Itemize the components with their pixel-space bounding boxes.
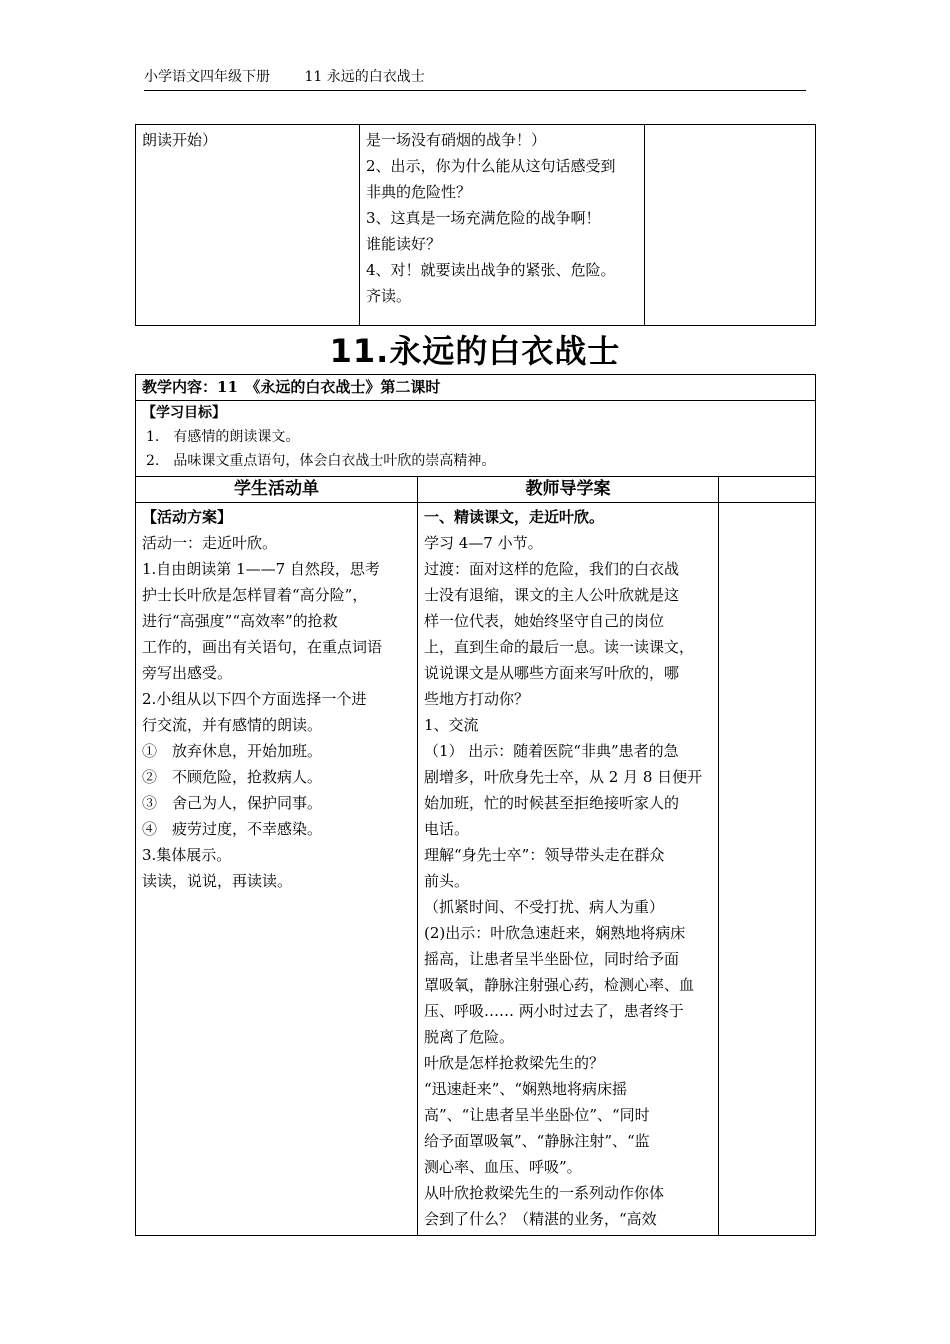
text-line: 3、这真是一场充满危险的战争啊！ <box>366 209 601 227</box>
text-line: 剧增多，叶欣身先士卒，从 2 月 8 日便开 <box>424 768 703 786</box>
text-line: 脱离了危险。 <box>424 1028 515 1046</box>
text-line: 非典的危险性？ <box>366 183 472 201</box>
blank-column-header <box>719 477 816 503</box>
page-header <box>144 68 806 91</box>
text-line: (2)出示：叶欣急速赶来，娴熟地将病床 <box>424 924 686 942</box>
text-line: 行交流，并有感情的朗读。 <box>142 716 323 734</box>
text-line: 给予面罩吸氧”、“静脉注射”、“监 <box>424 1132 650 1150</box>
text-line: ① 放弃休息，开始加班。 <box>142 742 323 760</box>
blank-notes-cell <box>719 503 816 1236</box>
text-line: 2、出示，你为什么能从这句话感受到 <box>366 157 616 175</box>
text-line: 进行“高强度”“高效率”的抢救 <box>142 612 338 630</box>
text-line: 电话。 <box>424 820 470 838</box>
text-line: 测心率、血压、呼吸”。 <box>424 1158 582 1176</box>
text-line: 叶欣是怎样抢救梁先生的？ <box>424 1054 605 1072</box>
page-title: 11.永远的白衣战士 <box>329 332 621 370</box>
text-line: 始加班，忙的时候甚至拒绝接听家人的 <box>424 794 680 812</box>
text-line: 从叶欣抢救梁先生的一系列动作你体 <box>424 1184 665 1202</box>
text-line: 上，直到生命的最后一息。读一读课文， <box>424 638 695 656</box>
text-line: ④ 疲劳过度，不幸感染。 <box>142 820 323 838</box>
continuation-col3 <box>645 125 816 326</box>
student-heading: 【活动方案】 <box>142 508 233 526</box>
text-line: 高”、“让患者呈半坐卧位”、“同时 <box>424 1106 650 1124</box>
text-line: 1.自由朗读第 1——7 自然段，思考 <box>142 560 380 578</box>
text-line: 摇高，让患者呈半坐卧位，同时给予面 <box>424 950 680 968</box>
text-line: 是一场没有硝烟的战争！） <box>366 131 547 149</box>
text-line: 罩吸氧，静脉注射强心药，检测心率、血 <box>424 976 695 994</box>
text-line: 齐读。 <box>366 287 412 305</box>
text-line: 说说课文是从哪些方面来写叶欣的，哪 <box>424 664 680 682</box>
text-line: 护士长叶欣是怎样冒着“高分险”， <box>142 586 368 604</box>
lesson-content-row: 教学内容：11 《永远的白衣战士》第二课时 <box>136 375 816 401</box>
text-line: 4、对！就要读出战争的紧张、危险。 <box>366 261 616 279</box>
goal-heading: 【学习目标】 <box>142 405 226 421</box>
teacher-guide-cell <box>418 503 719 1236</box>
text-line: 旁写出感受。 <box>142 664 233 682</box>
goal-item: 2. 品味课文重点语句，体会白衣战士叶欣的崇高精神。 <box>146 453 496 469</box>
teacher-heading: 一、精读课文，走近叶欣。 <box>424 508 605 526</box>
continuation-table <box>135 124 816 326</box>
text-line: 2.小组从以下四个方面选择一个进 <box>142 690 367 708</box>
text-line: 过渡：面对这样的危险，我们的白衣战 <box>424 560 680 578</box>
text-line: 会到了什么？（精湛的业务，“高效 <box>424 1210 657 1228</box>
text-line: 些地方打动你？ <box>424 690 530 708</box>
text-line: 样一位代表，她始终坚守自己的岗位 <box>424 612 665 630</box>
header-book: 小学语文四年级下册 <box>144 69 270 85</box>
learning-goals <box>136 401 816 477</box>
text-line: 朗读开始） <box>142 131 218 149</box>
text-line: （抓紧时间、不受打扰、病人为重） <box>424 898 665 916</box>
lesson-table <box>135 374 816 1236</box>
text-line: 工作的，画出有关语句，在重点词语 <box>142 638 383 656</box>
text-line: 压、呼吸…… 两小时过去了，患者终于 <box>424 1002 684 1020</box>
continuation-col2 <box>360 125 645 326</box>
teacher-column-header: 教师导学案 <box>418 477 719 503</box>
student-column-header: 学生活动单 <box>136 477 418 503</box>
text-line: 活动一：走近叶欣。 <box>142 534 278 552</box>
student-activity-cell <box>136 503 418 1236</box>
text-line: 1、交流 <box>424 716 479 734</box>
continuation-col1 <box>136 125 360 326</box>
text-line: ② 不顾危险，抢救病人。 <box>142 768 323 786</box>
text-line: 3.集体展示。 <box>142 846 232 864</box>
text-line: （1） 出示：随着医院“非典”患者的急 <box>424 742 679 760</box>
goal-item: 1. 有感情的朗读课文。 <box>146 429 300 445</box>
text-line: “迅速赶来”、“娴熟地将病床摇 <box>424 1080 628 1098</box>
text-line: ③ 舍己为人，保护同事。 <box>142 794 323 812</box>
text-line: 前头。 <box>424 872 470 890</box>
text-line: 学习 4—7 小节。 <box>424 534 543 552</box>
text-line: 士没有退缩，课文的主人公叶欣就是这 <box>424 586 680 604</box>
header-lesson: 11 永远的白衣战士 <box>304 69 425 85</box>
text-line: 读读，说说，再读读。 <box>142 872 293 890</box>
text-line: 谁能读好？ <box>366 235 442 253</box>
text-line: 理解“身先士卒”：领导带头走在群众 <box>424 846 665 864</box>
